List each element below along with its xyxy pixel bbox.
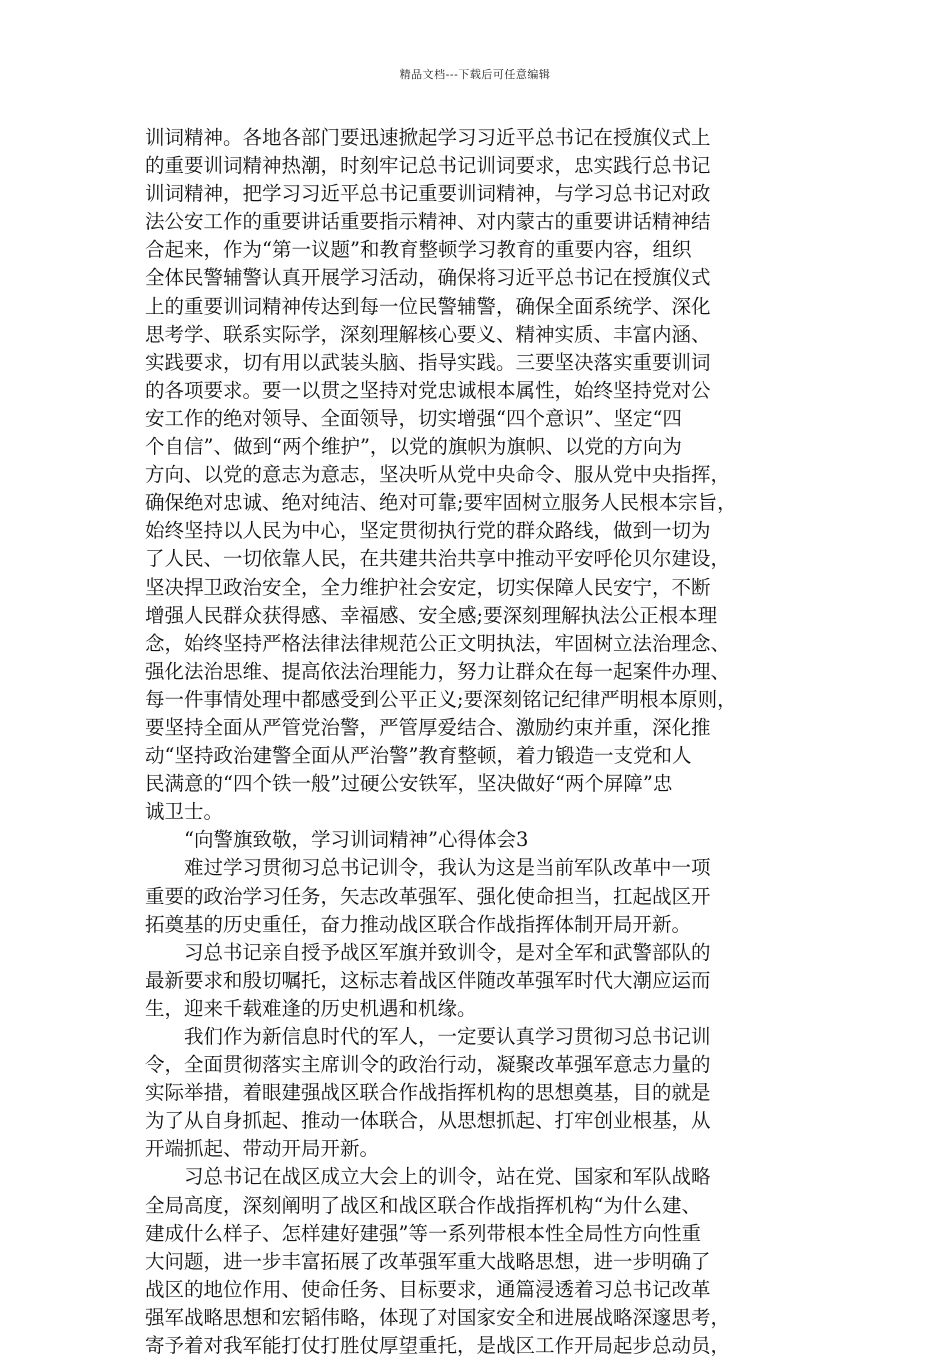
text-line: 上的重要训词精神传达到每一位民警辅警，确保全面系统学、深化 (145, 294, 711, 318)
text-line: 的各项要求。要一以贯之坚持对党忠诚根本属性，始终坚持党对公 (145, 378, 711, 402)
text-line: 方向、以党的意志为意志，坚决听从党中央命令、服从党中央指挥， (145, 463, 731, 487)
body-text (145, 124, 815, 1360)
text-line: 开端抓起、带动开局开新。 (145, 1137, 380, 1161)
text-line: 实际举措，着眼建强战区联合作战指挥机构的思想奠基，目的就是 (145, 1081, 711, 1105)
text-line: 动“坚持政治建警全面从严治警”教育整顿，着力锻造一支党和人 (145, 744, 692, 768)
text-line: 强化法治思维、提高依法治理能力，努力让群众在每一起案件办理、 (145, 659, 731, 683)
text-line: “向警旗致敬，学习训词精神”心得体会3 (184, 828, 529, 852)
text-line: 全体民警辅警认真开展学习活动，确保将习近平总书记在授旗仪式 (145, 266, 711, 290)
text-line: 了人民、一切依靠人民，在共建共治共享中推动平安呼伦贝尔建设， (145, 547, 731, 571)
text-line: 坚决捍卫政治安全，全力维护社会安定，切实保障人民安宁，不断 (145, 575, 711, 599)
text-line: 的重要训词精神热潮，时刻牢记总书记训词要求，忠实践行总书记 (145, 154, 711, 178)
text-line: 要坚持全面从严管党治警，严管厚爱结合、激励约束并重，深化推 (145, 715, 711, 739)
text-line: 大问题，进一步丰富拓展了改革强军重大战略思想，进一步明确了 (145, 1249, 711, 1273)
text-line: 为了从自身抓起、推动一体联合，从思想抓起、打牢创业根基，从 (145, 1109, 711, 1133)
text-line: 习总书记亲自授予战区军旗并致训令，是对全军和武警部队的 (184, 940, 711, 964)
text-line: 生，迎来千载难逢的历史机遇和机缘。 (145, 996, 477, 1020)
text-line: 拓奠基的历史重任，奋力推动战区联合作战指挥体制开局开新。 (145, 912, 692, 936)
text-line: 寄予着对我军能打仗打胜仗厚望重托，是战区工作开局起步总动员， (145, 1334, 731, 1358)
text-line: 最新要求和殷切嘱托，这标志着战区伴随改革强军时代大潮应运而 (145, 968, 711, 992)
text-line: 重要的政治学习任务，矢志改革强军、强化使命担当，扛起战区开 (145, 884, 711, 908)
text-line: 全局高度，深刻阐明了战区和战区联合作战指挥机构“为什么建、 (145, 1193, 701, 1217)
text-line: 令，全面贯彻落实主席训令的政治行动，凝聚改革强军意志力量的 (145, 1053, 711, 1077)
text-line: 训词精神。各地各部门要迅速掀起学习习近平总书记在授旗仪式上 (145, 126, 711, 149)
text-line: 个自信”、做到“两个维护”，以党的旗帜为旗帜、以党的方向为 (145, 435, 682, 459)
text-line: 诚卫士。 (145, 800, 224, 824)
text-line: 始终坚持以人民为中心，坚定贯彻执行党的群众路线，做到一切为 (145, 519, 711, 543)
text-line: 确保绝对忠诚、绝对纯洁、绝对可靠;要牢固树立服务人民根本宗旨， (145, 491, 737, 515)
text-line: 合起来，作为“第一议题”和教育整顿学习教育的重要内容，组织 (145, 238, 692, 262)
text-line: 难过学习贯彻习总书记训令，我认为这是当前军队改革中一项 (184, 856, 711, 880)
text-line: 法公安工作的重要讲话重要指示精神、对内蒙古的重要讲话精神结 (145, 210, 711, 234)
text-line: 民满意的“四个铁一般”过硬公安铁军，坚决做好“两个屏障”忠 (145, 772, 673, 796)
text-line: 建成什么样子、怎样建好建强”等一系列带根本性全局性方向性重 (145, 1221, 701, 1245)
text-line: 思考学、联系实际学，深刻理解核心要义、精神实质、丰富内涵、 (145, 322, 711, 346)
text-line: 强军战略思想和宏韬伟略，体现了对国家安全和进展战略深邃思考， (145, 1305, 731, 1329)
text-line: 我们作为新信息时代的军人，一定要认真学习贯彻习总书记训 (184, 1025, 711, 1048)
text-line: 习总书记在战区成立大会上的训令，站在党、国家和军队战略 (184, 1165, 711, 1189)
text-line: 战区的地位作用、使命任务、目标要求，通篇浸透着习总书记改革 (145, 1277, 711, 1301)
text-line: 念，始终坚持严格法律法律规范公正文明执法，牢固树立法治理念、 (145, 631, 731, 655)
text-line: 增强人民群众获得感、幸福感、安全感;要深刻理解执法公正根本理 (145, 603, 718, 627)
page-header: 精品文档---下载后可任意编辑 (399, 68, 551, 81)
text-line: 安工作的绝对领导、全面领导，切实增强“四个意识”、坚定“四 (145, 406, 682, 430)
text-line: 实践要求，切有用以武装头脑、指导实践。三要坚决落实重要训词 (145, 350, 711, 374)
text-line: 训词精神，把学习习近平总书记重要训词精神，与学习总书记对政 (145, 182, 711, 206)
text-line: 每一件事情处理中都感受到公平正义;要深刻铭记纪律严明根本原则， (145, 687, 737, 711)
